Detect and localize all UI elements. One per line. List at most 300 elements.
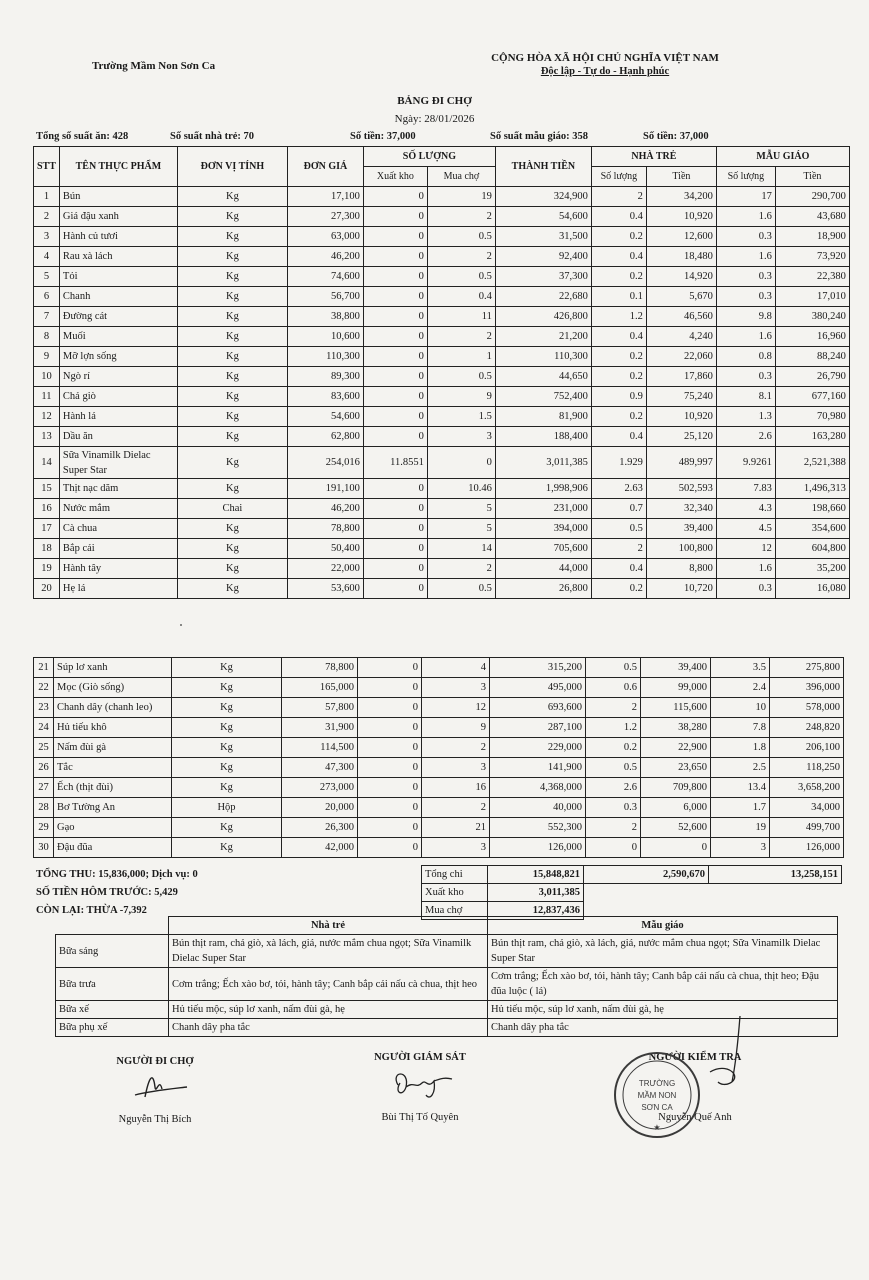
- row-unit: Kg: [172, 818, 282, 838]
- row-mg-tien: 22,380: [775, 267, 849, 287]
- nt-total: 2,590,670: [584, 866, 709, 884]
- table-row: [34, 447, 850, 479]
- row-mg-sl: 0.3: [716, 287, 775, 307]
- row-amount: 3,011,385: [495, 447, 591, 479]
- row-export: 0: [363, 519, 427, 539]
- row-mg-tien: 17,010: [775, 287, 849, 307]
- row-export: 0: [358, 798, 422, 818]
- row-nt-tien: 709,800: [641, 778, 711, 798]
- row-nt-tien: 39,400: [646, 519, 716, 539]
- row-nt-sl: 0.7: [591, 499, 646, 519]
- row-mg-sl: 0.8: [716, 347, 775, 367]
- table-row: [34, 499, 850, 519]
- row-market: 9: [427, 387, 495, 407]
- row-export: 11.8551: [363, 447, 427, 479]
- row-nt-tien: 23,650: [641, 758, 711, 778]
- row-unit: Kg: [177, 247, 287, 267]
- row-mg-tien: 604,800: [775, 539, 849, 559]
- row-unit: Kg: [177, 559, 287, 579]
- row-amount: 110,300: [495, 347, 591, 367]
- col-stt: STT: [34, 147, 60, 187]
- xuat-kho-label: Xuất kho: [422, 884, 488, 902]
- row-amount: 324,900: [495, 187, 591, 207]
- row-unit: Kg: [177, 367, 287, 387]
- row-mg-tien: 290,700: [775, 187, 849, 207]
- remaining-balance: CÒN LẠI: THỪA -7,392: [36, 905, 147, 916]
- row-amount: 705,600: [495, 539, 591, 559]
- row-amount: 229,000: [490, 738, 586, 758]
- row-stt: 15: [34, 479, 60, 499]
- row-nt-sl: 2.63: [591, 479, 646, 499]
- row-nt-sl: 0.4: [591, 207, 646, 227]
- row-price: 56,700: [287, 287, 363, 307]
- row-nt-tien: 46,560: [646, 307, 716, 327]
- row-nt-sl: 0.5: [586, 758, 641, 778]
- row-mg-sl: 1.6: [716, 207, 775, 227]
- row-export: 0: [358, 658, 422, 678]
- row-nt-tien: 22,060: [646, 347, 716, 367]
- row-nt-sl: 1.929: [591, 447, 646, 479]
- summary-total: Tổng số suất ăn: 428: [36, 131, 129, 142]
- mua-cho-value: 12,837,436: [488, 902, 584, 920]
- row-mg-sl: 0.3: [716, 267, 775, 287]
- row-nt-sl: 0.6: [586, 678, 641, 698]
- row-mg-sl: 1.6: [716, 327, 775, 347]
- row-price: 20,000: [282, 798, 358, 818]
- table-row: [34, 387, 850, 407]
- row-nt-sl: 0.9: [591, 387, 646, 407]
- col-amount: THÀNH TIỀN: [495, 147, 591, 187]
- row-mg-sl: 8.1: [716, 387, 775, 407]
- row-market: 1: [427, 347, 495, 367]
- row-price: 74,600: [287, 267, 363, 287]
- row-mg-tien: 275,800: [770, 658, 844, 678]
- row-price: 26,300: [282, 818, 358, 838]
- row-amount: 37,300: [495, 267, 591, 287]
- row-nt-sl: 0.2: [586, 738, 641, 758]
- col-export: Xuất kho: [363, 167, 427, 187]
- row-mg-tien: 380,240: [775, 307, 849, 327]
- row-stt: 6: [34, 287, 60, 307]
- row-mg-sl: 12: [716, 539, 775, 559]
- row-market: 21: [422, 818, 490, 838]
- row-unit: Kg: [172, 658, 282, 678]
- menu-meal: Bữa sáng: [56, 935, 169, 968]
- row-nt-tien: 52,600: [641, 818, 711, 838]
- row-amount: 81,900: [495, 407, 591, 427]
- row-amount: 426,800: [495, 307, 591, 327]
- row-stt: 29: [34, 818, 54, 838]
- table-row: [34, 698, 844, 718]
- row-export: 0: [363, 387, 427, 407]
- row-nt-sl: 2: [586, 818, 641, 838]
- row-unit: Kg: [172, 838, 282, 858]
- row-name: Rau xà lách: [59, 247, 177, 267]
- row-mg-tien: 248,820: [770, 718, 844, 738]
- tong-chi-label: Tổng chi: [422, 866, 488, 884]
- row-name: Dầu ăn: [59, 427, 177, 447]
- table-row: [34, 539, 850, 559]
- food-table-continued: [33, 657, 844, 858]
- row-unit: Kg: [177, 307, 287, 327]
- row-nt-sl: 0.2: [591, 227, 646, 247]
- row-name: Ngò rí: [59, 367, 177, 387]
- row-nt-sl: 0.4: [591, 327, 646, 347]
- row-export: 0: [363, 579, 427, 599]
- col-market: Mua chợ: [427, 167, 495, 187]
- row-nt-tien: 115,600: [641, 698, 711, 718]
- row-amount: 141,900: [490, 758, 586, 778]
- row-amount: 693,600: [490, 698, 586, 718]
- row-mg-tien: 198,660: [775, 499, 849, 519]
- row-amount: 44,000: [495, 559, 591, 579]
- row-market: 0.4: [427, 287, 495, 307]
- svg-text:★: ★: [653, 1123, 661, 1132]
- row-market: 2: [427, 247, 495, 267]
- row-price: 46,200: [287, 247, 363, 267]
- row-market: 2: [427, 207, 495, 227]
- row-export: 0: [363, 499, 427, 519]
- row-market: 19: [427, 187, 495, 207]
- row-export: 0: [363, 267, 427, 287]
- row-mg-sl: 19: [711, 818, 770, 838]
- document-date: Ngày: 28/01/2026: [394, 113, 475, 125]
- row-market: 3: [427, 427, 495, 447]
- row-market: 11: [427, 307, 495, 327]
- table-row: [34, 559, 850, 579]
- totals-table: [421, 865, 842, 920]
- row-price: 83,600: [287, 387, 363, 407]
- row-stt: 24: [34, 718, 54, 738]
- row-unit: Kg: [177, 347, 287, 367]
- row-nt-sl: 0.5: [591, 519, 646, 539]
- row-mg-tien: 26,790: [775, 367, 849, 387]
- row-market: 4: [422, 658, 490, 678]
- row-nt-tien: 502,593: [646, 479, 716, 499]
- menu-mg-dishes: Hủ tiếu mộc, súp lơ xanh, nấm đùi gà, hẹ: [488, 1001, 838, 1019]
- row-nt-tien: 10,720: [646, 579, 716, 599]
- row-mg-sl: 4.3: [716, 499, 775, 519]
- row-mg-tien: 88,240: [775, 347, 849, 367]
- row-unit: Kg: [177, 539, 287, 559]
- row-mg-sl: 1.8: [711, 738, 770, 758]
- row-name: Đậu đũa: [54, 838, 172, 858]
- col-nt-tien: Tiền: [646, 167, 716, 187]
- checker-name: Nguyễn Quế Anh: [658, 1112, 732, 1123]
- row-name: Cà chua: [59, 519, 177, 539]
- row-nt-sl: 0.2: [591, 267, 646, 287]
- row-stt: 8: [34, 327, 60, 347]
- row-stt: 14: [34, 447, 60, 479]
- summary-mg-price: Số tiền: 37,000: [643, 131, 709, 142]
- row-amount: 31,500: [495, 227, 591, 247]
- row-amount: 552,300: [490, 818, 586, 838]
- row-name: Chả giò: [59, 387, 177, 407]
- row-export: 0: [363, 427, 427, 447]
- row-mg-tien: 73,920: [775, 247, 849, 267]
- row-nt-tien: 22,900: [641, 738, 711, 758]
- total-revenue: TỔNG THU: 15,836,000; Dịch vụ: 0: [36, 869, 198, 880]
- row-stt: 20: [34, 579, 60, 599]
- row-unit: Kg: [177, 267, 287, 287]
- summary-mg-count: Số suất mẫu giáo: 358: [490, 131, 589, 142]
- row-mg-tien: 677,160: [775, 387, 849, 407]
- row-nt-tien: 8,800: [646, 559, 716, 579]
- row-stt: 17: [34, 519, 60, 539]
- row-market: 16: [422, 778, 490, 798]
- row-nt-tien: 5,670: [646, 287, 716, 307]
- row-mg-sl: 2.5: [711, 758, 770, 778]
- row-nt-sl: 0.4: [591, 427, 646, 447]
- menu-meal: Bữa trưa: [56, 968, 169, 1001]
- row-price: 27,300: [287, 207, 363, 227]
- table-row: [34, 579, 850, 599]
- row-unit: Kg: [177, 227, 287, 247]
- menu-mg-dishes: Bún thịt ram, chả giò, xà lách, giá, nước mắm chua ngọt; Sữa Vinamilk Dielac Super Star: [488, 935, 838, 968]
- row-market: 12: [422, 698, 490, 718]
- row-export: 0: [363, 407, 427, 427]
- table-row: [34, 798, 844, 818]
- row-nt-sl: 0.5: [586, 658, 641, 678]
- table-row: [34, 658, 844, 678]
- row-export: 0: [363, 367, 427, 387]
- menu-row: [56, 968, 838, 1001]
- row-name: Bơ Tường An: [54, 798, 172, 818]
- menu-nt-dishes: Bún thịt ram, chả giò, xà lách, giá, nước mắm chua ngọt; Sữa Vinamilk Dielac Super Star: [169, 935, 488, 968]
- row-mg-sl: 2.6: [716, 427, 775, 447]
- row-unit: Kg: [172, 758, 282, 778]
- row-amount: 315,200: [490, 658, 586, 678]
- row-nt-tien: 38,280: [641, 718, 711, 738]
- row-unit: Kg: [177, 187, 287, 207]
- row-amount: 126,000: [490, 838, 586, 858]
- row-nt-tien: 10,920: [646, 207, 716, 227]
- national-header: [470, 52, 740, 77]
- xuat-kho-value: 3,011,385: [488, 884, 584, 902]
- row-stt: 28: [34, 798, 54, 818]
- row-mg-sl: 4.5: [716, 519, 775, 539]
- row-name: Hủ tiếu khô: [54, 718, 172, 738]
- row-price: 165,000: [282, 678, 358, 698]
- row-unit: Kg: [177, 407, 287, 427]
- row-export: 0: [358, 818, 422, 838]
- row-stt: 27: [34, 778, 54, 798]
- signature-buyer: [95, 1056, 215, 1136]
- row-export: 0: [363, 347, 427, 367]
- row-export: 0: [363, 287, 427, 307]
- table-row: [34, 367, 850, 387]
- row-nt-sl: 0.2: [591, 579, 646, 599]
- menu-nt-dishes: Hủ tiếu mộc, súp lơ xanh, nấm đùi gà, hẹ: [169, 1001, 488, 1019]
- row-unit: Chai: [177, 499, 287, 519]
- row-nt-tien: 10,920: [646, 407, 716, 427]
- row-name: Bún: [59, 187, 177, 207]
- row-mg-tien: 1,496,313: [775, 479, 849, 499]
- row-export: 0: [358, 758, 422, 778]
- row-mg-sl: 7.8: [711, 718, 770, 738]
- row-amount: 21,200: [495, 327, 591, 347]
- row-unit: Kg: [177, 519, 287, 539]
- row-mg-tien: 16,080: [775, 579, 849, 599]
- row-amount: 394,000: [495, 519, 591, 539]
- supervisor-name: Bùi Thị Tố Quyên: [381, 1112, 459, 1123]
- row-mg-tien: 206,100: [770, 738, 844, 758]
- row-mg-sl: 0.3: [716, 227, 775, 247]
- row-price: 254,016: [287, 447, 363, 479]
- row-name: Hành lá: [59, 407, 177, 427]
- row-stt: 10: [34, 367, 60, 387]
- summary-nt-count: Số suất nhà trẻ: 70: [170, 131, 255, 142]
- row-stt: 5: [34, 267, 60, 287]
- row-name: Thịt nạc dăm: [59, 479, 177, 499]
- row-mg-sl: 3: [711, 838, 770, 858]
- row-unit: Kg: [172, 718, 282, 738]
- row-unit: Kg: [177, 287, 287, 307]
- row-nt-sl: 0.4: [591, 247, 646, 267]
- row-export: 0: [363, 327, 427, 347]
- row-price: 273,000: [282, 778, 358, 798]
- row-name: Giá đậu xanh: [59, 207, 177, 227]
- row-mg-sl: 10: [711, 698, 770, 718]
- row-stt: 9: [34, 347, 60, 367]
- row-price: 78,800: [282, 658, 358, 678]
- buyer-role: NGƯỜI ĐI CHỢ: [116, 1056, 194, 1067]
- row-stt: 26: [34, 758, 54, 778]
- row-nt-tien: 39,400: [641, 658, 711, 678]
- food-table: [33, 146, 850, 599]
- table-row: [34, 187, 850, 207]
- row-mg-sl: 0.3: [716, 367, 775, 387]
- row-unit: Kg: [177, 387, 287, 407]
- row-price: 17,100: [287, 187, 363, 207]
- row-nt-tien: 17,860: [646, 367, 716, 387]
- row-nt-sl: 2: [586, 698, 641, 718]
- nation-motto: Độc lập - Tự do - Hạnh phúc: [540, 66, 670, 77]
- row-stt: 30: [34, 838, 54, 858]
- row-stt: 21: [34, 658, 54, 678]
- row-price: 114,500: [282, 738, 358, 758]
- row-name: Chanh dây (chanh leo): [54, 698, 172, 718]
- row-nt-sl: 1.2: [586, 718, 641, 738]
- row-market: 2: [422, 738, 490, 758]
- row-mg-sl: 1.6: [716, 247, 775, 267]
- row-nt-sl: 0.4: [591, 559, 646, 579]
- row-market: 5: [427, 499, 495, 519]
- row-export: 0: [363, 307, 427, 327]
- mua-cho-label: Mua chợ: [422, 902, 488, 920]
- previous-balance: SỐ TIỀN HÔM TRƯỚC: 5,429: [36, 887, 178, 898]
- row-stt: 25: [34, 738, 54, 758]
- table-row: [34, 247, 850, 267]
- row-amount: 188,400: [495, 427, 591, 447]
- table-row: [34, 519, 850, 539]
- row-nt-tien: 34,200: [646, 187, 716, 207]
- row-unit: Kg: [177, 427, 287, 447]
- row-nt-tien: 489,997: [646, 447, 716, 479]
- row-market: 0.5: [427, 267, 495, 287]
- row-unit: Kg: [177, 447, 287, 479]
- row-market: 3: [422, 838, 490, 858]
- row-export: 0: [363, 187, 427, 207]
- row-nt-tien: 100,800: [646, 539, 716, 559]
- table-row: [34, 678, 844, 698]
- row-mg-sl: 2.4: [711, 678, 770, 698]
- row-mg-tien: 2,521,388: [775, 447, 849, 479]
- row-unit: Hộp: [172, 798, 282, 818]
- table-row: [34, 227, 850, 247]
- row-market: 2: [427, 327, 495, 347]
- row-mg-tien: 3,658,200: [770, 778, 844, 798]
- row-amount: 231,000: [495, 499, 591, 519]
- row-nt-tien: 32,340: [646, 499, 716, 519]
- row-market: 5: [427, 519, 495, 539]
- row-price: 31,900: [282, 718, 358, 738]
- row-name: Nước mắm: [59, 499, 177, 519]
- row-amount: 752,400: [495, 387, 591, 407]
- row-market: 2: [422, 798, 490, 818]
- row-mg-sl: 13.4: [711, 778, 770, 798]
- row-export: 0: [363, 227, 427, 247]
- row-mg-tien: 118,250: [770, 758, 844, 778]
- row-export: 0: [363, 479, 427, 499]
- row-price: 57,800: [282, 698, 358, 718]
- row-mg-sl: 1.7: [711, 798, 770, 818]
- row-amount: 22,680: [495, 287, 591, 307]
- row-stt: 13: [34, 427, 60, 447]
- row-stt: 22: [34, 678, 54, 698]
- totals-block: [36, 866, 198, 920]
- row-mg-tien: 34,000: [770, 798, 844, 818]
- row-nt-tien: 75,240: [646, 387, 716, 407]
- row-unit: Kg: [172, 738, 282, 758]
- row-market: 10.46: [427, 479, 495, 499]
- row-mg-sl: 17: [716, 187, 775, 207]
- row-name: Súp lơ xanh: [54, 658, 172, 678]
- menu-meal: Bữa xế: [56, 1001, 169, 1019]
- row-price: 78,800: [287, 519, 363, 539]
- menu-row: [56, 935, 838, 968]
- row-nt-tien: 99,000: [641, 678, 711, 698]
- row-nt-tien: 6,000: [641, 798, 711, 818]
- supervisor-role: NGƯỜI GIÁM SÁT: [374, 1052, 466, 1063]
- row-mg-sl: 1.6: [716, 559, 775, 579]
- svg-text:TRƯỜNG: TRƯỜNG: [638, 1079, 676, 1088]
- row-price: 42,000: [282, 838, 358, 858]
- checker-signature-scribble: [660, 1012, 760, 1102]
- table-row: [34, 207, 850, 227]
- col-name: TÊN THỰC PHẨM: [59, 147, 177, 187]
- table-row: [34, 838, 844, 858]
- row-stt: 2: [34, 207, 60, 227]
- menu-meal: Bữa phụ xế: [56, 1019, 169, 1037]
- col-mg: MẪU GIÁO: [716, 147, 849, 167]
- row-amount: 54,600: [495, 207, 591, 227]
- row-amount: 287,100: [490, 718, 586, 738]
- row-mg-sl: 9.8: [716, 307, 775, 327]
- stray-mark: [180, 624, 182, 626]
- row-mg-sl: 0.3: [716, 579, 775, 599]
- row-nt-tien: 12,600: [646, 227, 716, 247]
- row-nt-sl: 0.2: [591, 407, 646, 427]
- row-export: 0: [363, 539, 427, 559]
- row-market: 0.5: [427, 367, 495, 387]
- row-stt: 7: [34, 307, 60, 327]
- row-export: 0: [358, 738, 422, 758]
- row-export: 0: [358, 698, 422, 718]
- row-nt-tien: 14,920: [646, 267, 716, 287]
- row-mg-tien: 43,680: [775, 207, 849, 227]
- row-nt-tien: 18,480: [646, 247, 716, 267]
